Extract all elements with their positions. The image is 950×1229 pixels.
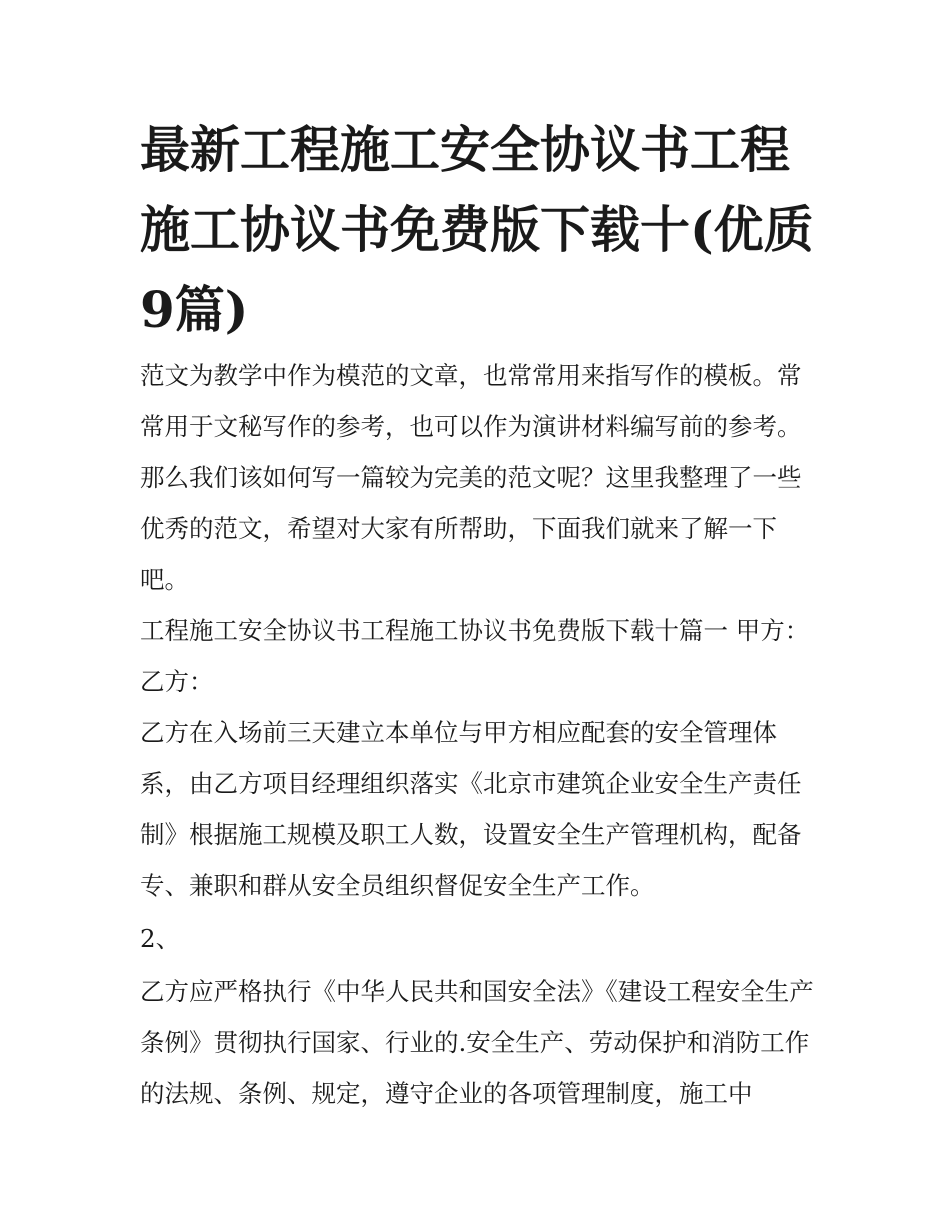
clause-paragraph: 乙方在入场前三天建立本单位与甲方相应配套的安全管理体系，由乙方项目经理组织落实《北京市建筑企业安全生产责任制》根据施工规模及职工人数，设置安全生产管理机构，配备专、兼职和群从安全员组织督促安全生产工作。 — [140, 718, 802, 900]
section-heading-paragraph: 工程施工安全协议书工程施工协议书免费版下载十篇一 甲方： 乙方： — [140, 616, 810, 696]
clause-paragraph: 乙方应严格执行《中华人民共和国安全法》《建设工程安全生产条例》贯彻执行国家、行业的.安全生产、劳动保护和消防工作的法规、条例、规定，遵守企业的各项管理制度，施工中 — [140, 977, 814, 1108]
document-body — [140, 350, 820, 1119]
intro-paragraph: 范文为教学中作为模范的文章，也常常用来指写作的模板。常常用于文秘写作的参考，也可以作为演讲材料编写前的参考。那么我们该如何写一篇较为完美的范文呢？这里我整理了一些优秀的范文，希望对大家有所帮助，下面我们就来了解一下吧。 — [140, 361, 802, 594]
document-title: 最新工程施工安全协议书工程施工协议书免费版下载十(优质9篇) — [140, 120, 814, 339]
clause-number: 2、 — [140, 924, 181, 953]
